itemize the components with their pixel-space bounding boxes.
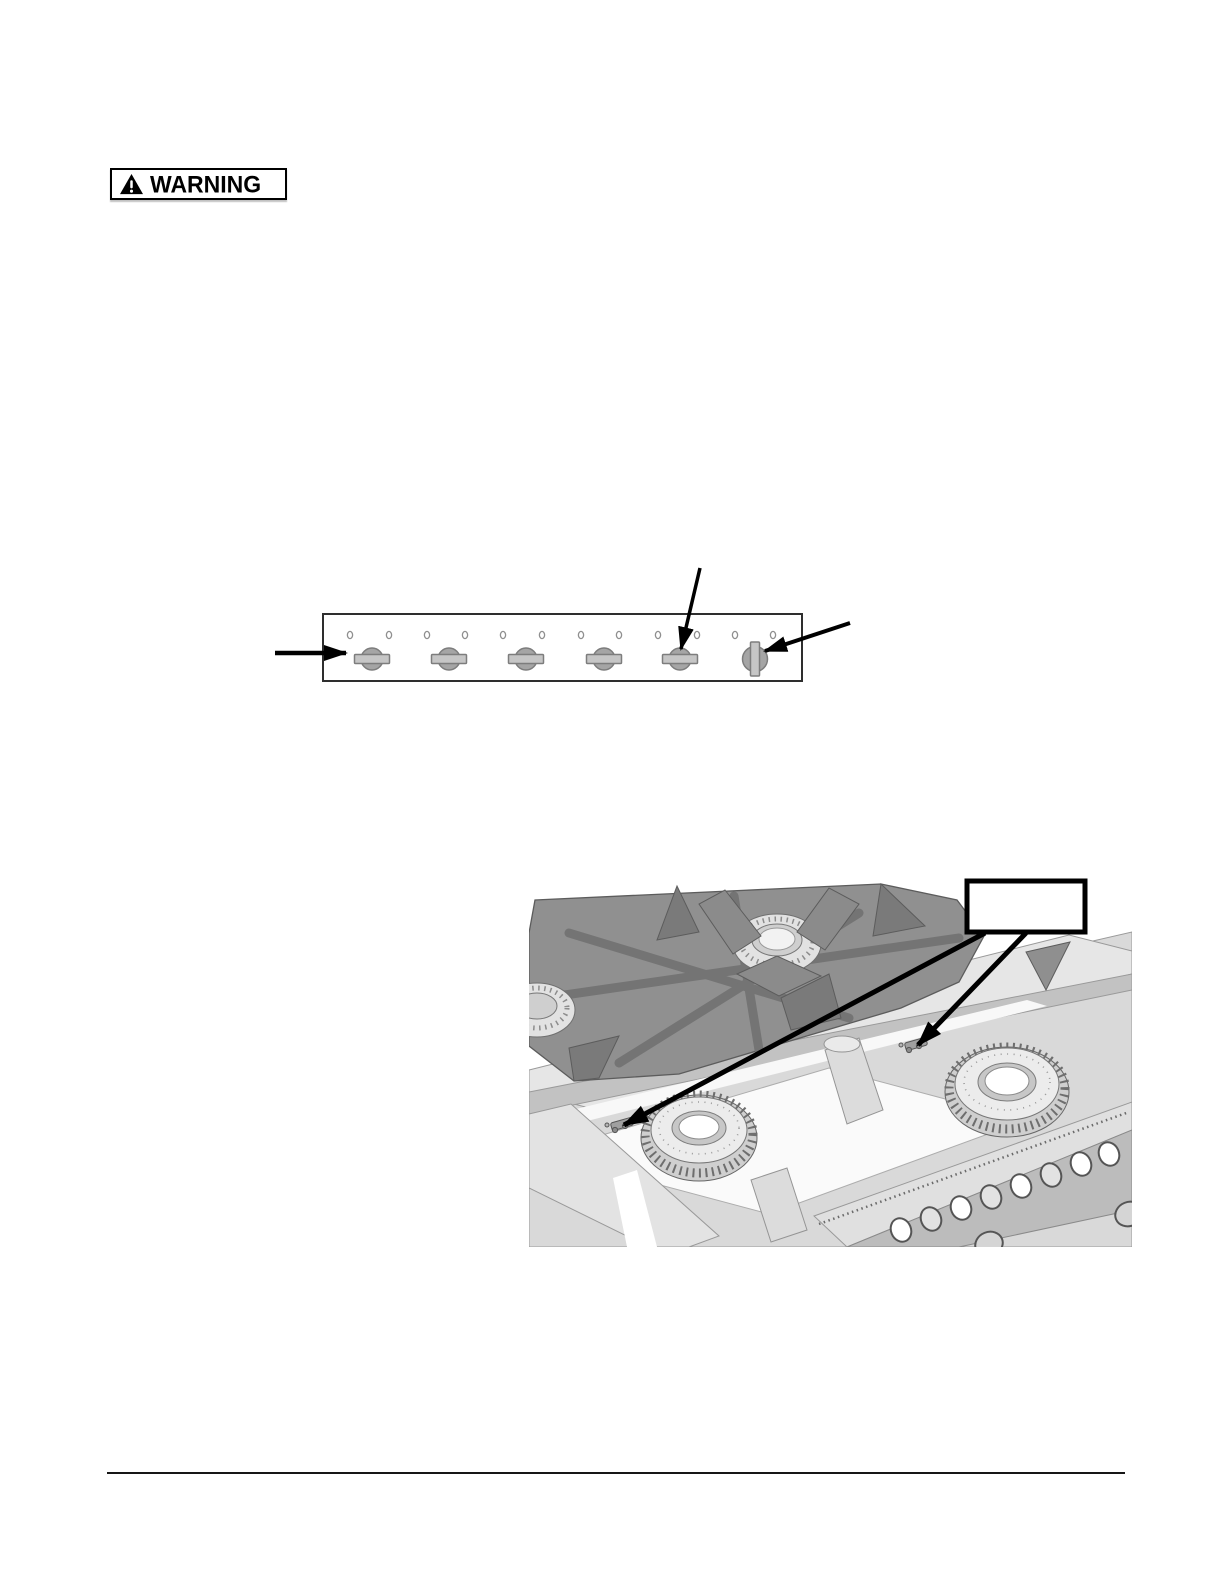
stove-illustration (529, 878, 1132, 1247)
valve-panel-frame (323, 614, 802, 681)
stove-illustration-art (529, 884, 1132, 1247)
warning-box (110, 168, 287, 200)
warning-triangle-icon (119, 173, 144, 196)
callout-label-box (967, 881, 1085, 932)
valve-panel-figure (260, 555, 870, 700)
footer-rule (107, 1472, 1125, 1474)
burner-right (945, 1047, 1069, 1137)
warning-label: WARNING (150, 169, 262, 197)
